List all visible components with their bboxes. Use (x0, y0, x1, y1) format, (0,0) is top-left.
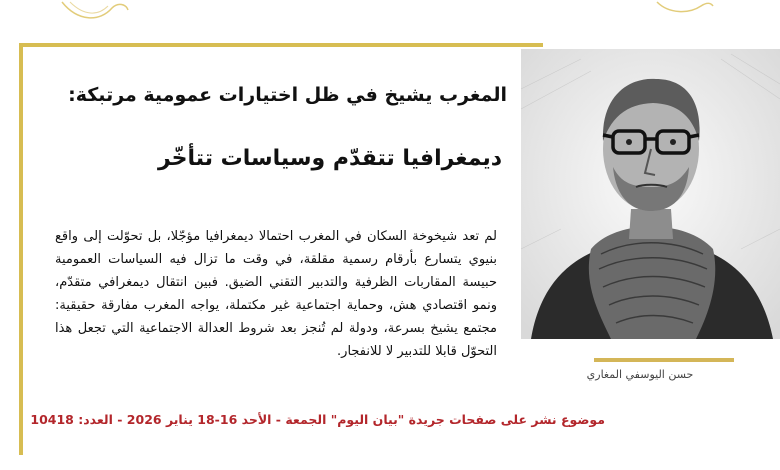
headline-line-2: ديمغرافيا تتقدّم وسياسات تتأخّر (157, 146, 503, 171)
gold-swirl-left-decoration (60, 0, 130, 22)
headline-line-1: المغرب يشيخ في ظل اختيارات عمومية مرتبكة: (68, 84, 507, 106)
publication-credit-footer: موضوع نشر على صفحات جريدة "بيان اليوم" الجمعة - الأحد 16-18 يناير 2026 - العدد: 10418 (30, 412, 605, 427)
author-caption-rule (594, 358, 734, 362)
gold-frame-top-border (19, 43, 543, 47)
article-lead-paragraph: لم تعد شيخوخة السكان في المغرب احتمالا ديمغرافيا مؤجّلا، بل تحوّلت إلى واقع بنيوي يتسارع بأرقام رسمية مقلقة، في وقت ما تزال فيه السياسات العمومية حبيسة المقاربات الظرفية والتدبير التقني الضيق. فبين انتقال ديمغرافي متقدّم، ونمو اقتصادي هش، وحماية اجتماعية غير مكتملة، يواجه المغرب مفارقة حقيقية: مجتمع يشيخ بسرعة، ودولة لم تُنجز بعد شروط العدالة الاجتماعية التي تجعل هذا التحوّل قابلا للتدبير لا للانفجار. (55, 229, 497, 359)
gold-frame-left-border (19, 43, 23, 455)
author-portrait-sketch (521, 49, 780, 339)
author-name: حسن اليوسفي المغاري (586, 368, 694, 381)
gold-swirl-right-decoration (655, 0, 715, 14)
